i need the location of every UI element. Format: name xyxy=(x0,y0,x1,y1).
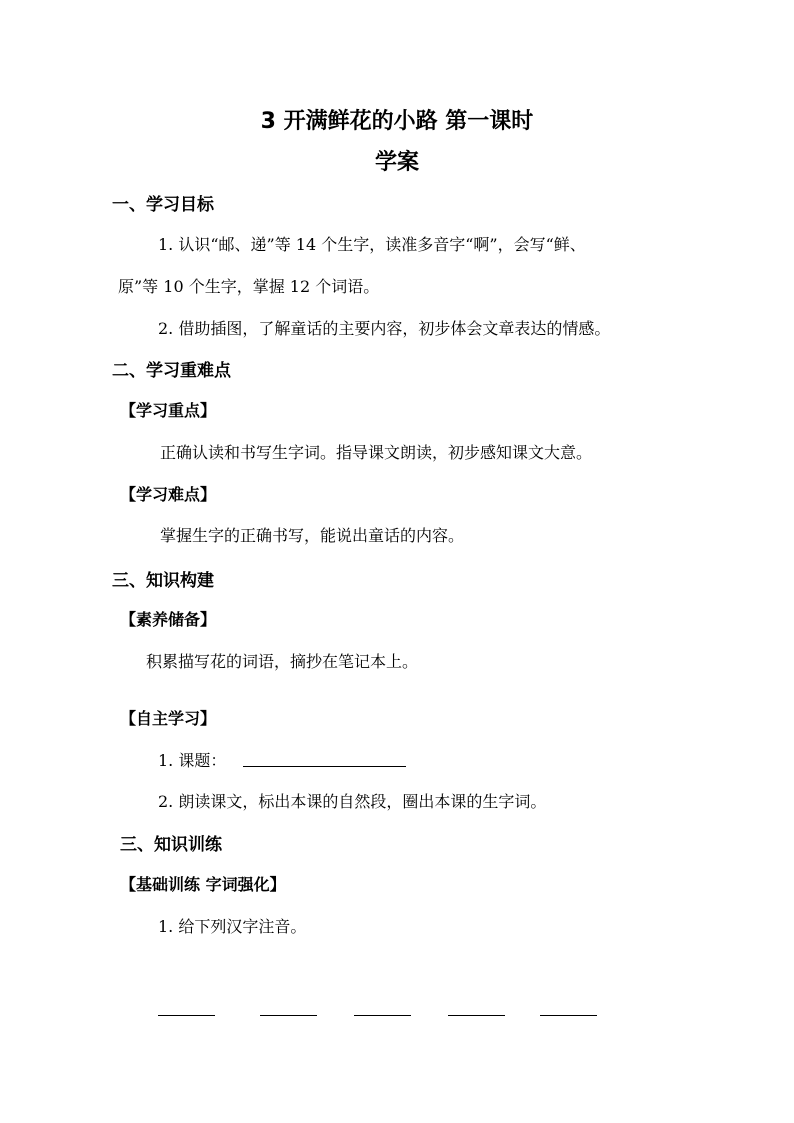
section-heading-learning-goals: 一、学习目标 xyxy=(112,195,214,215)
tag-basic-training: 【基础训练 字词强化】 xyxy=(120,875,286,894)
training-item-1: 1. 给下列汉字注音。 xyxy=(158,917,307,936)
pinyin-blank-4[interactable] xyxy=(448,1015,505,1016)
goal-1-line-1: 1. 认识“邮、递”等 14 个生字，读准多音字“啊”，会写“鲜、 xyxy=(158,235,586,254)
pinyin-blank-1[interactable] xyxy=(158,1015,215,1016)
section-heading-key-points: 二、学习重难点 xyxy=(112,361,231,381)
pinyin-blank-2[interactable] xyxy=(260,1015,317,1016)
tag-difficulty: 【学习难点】 xyxy=(120,485,217,504)
self-study-item-2: 2. 朗读课文，标出本课的自然段，圈出本课的生字词。 xyxy=(158,792,547,811)
self-study-item-1: 1. 课题： xyxy=(158,751,227,770)
page-subtitle: 学案 xyxy=(374,150,419,175)
difficulty-text: 掌握生字的正确书写，能说出童话的内容。 xyxy=(160,526,465,545)
goal-2: 2. 借助插图，了解童话的主要内容，初步体会文章表达的情感。 xyxy=(158,319,611,338)
key-point-text: 正确认读和书写生字词。指导课文朗读，初步感知课文大意。 xyxy=(160,443,593,462)
section-heading-knowledge-training: 三、知识训练 xyxy=(120,835,222,855)
page-title: 3 开满鲜花的小路 第一课时 xyxy=(260,109,534,134)
tag-key-point: 【学习重点】 xyxy=(120,401,217,420)
pinyin-blank-3[interactable] xyxy=(354,1015,411,1016)
tag-self-study: 【自主学习】 xyxy=(120,709,217,728)
literacy-reserve-text: 积累描写花的词语，摘抄在笔记本上。 xyxy=(146,652,419,671)
tag-literacy-reserve: 【素养储备】 xyxy=(120,610,217,629)
lesson-title-blank[interactable] xyxy=(243,766,406,767)
pinyin-blank-5[interactable] xyxy=(540,1015,597,1016)
goal-1-line-2: 原”等 10 个生字，掌握 12 个词语。 xyxy=(118,277,380,296)
section-heading-knowledge-build: 三、知识构建 xyxy=(112,571,214,591)
